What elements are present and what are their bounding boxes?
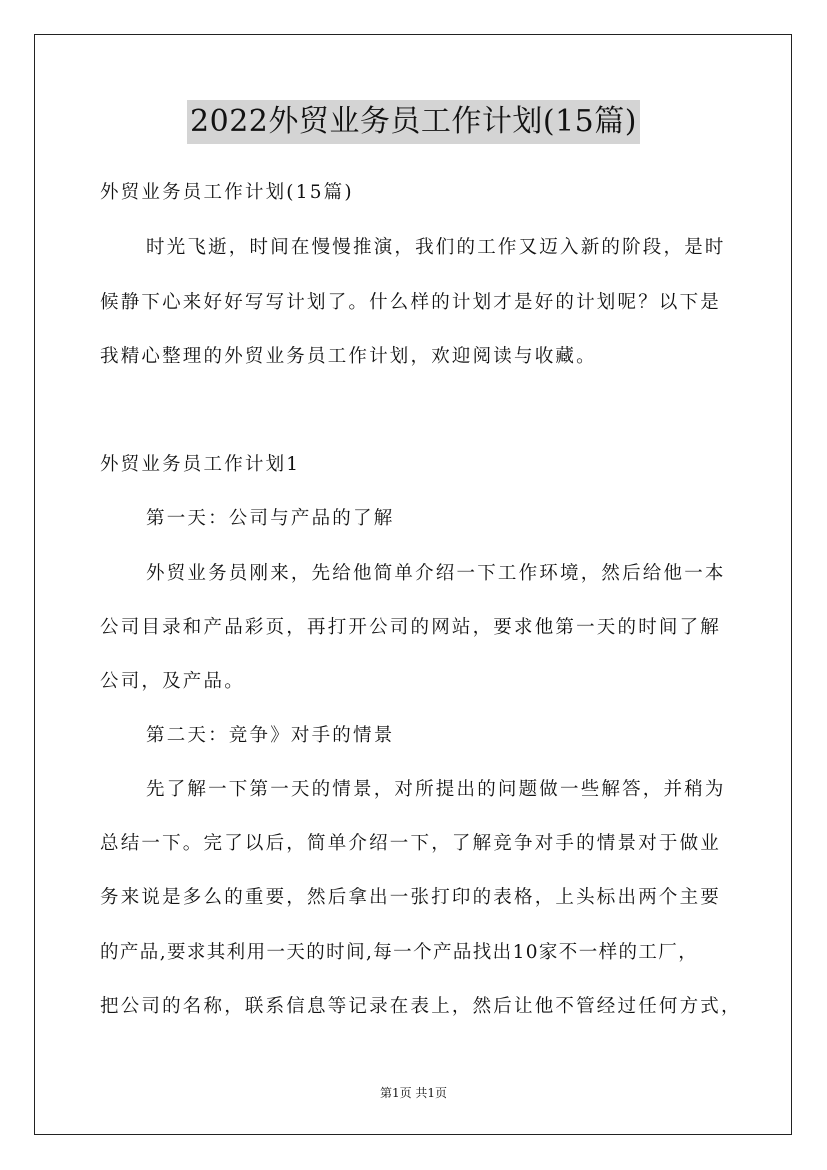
day1-line-2: 公司目录和产品彩页，再打开公司的网站，要求他第一天的时间了解 <box>100 617 722 638</box>
intro-line-2: 候静下心来好好写写计划了。什么样的计划才是好的计划呢？以下是 <box>100 292 722 313</box>
day1-line-1: 外贸业务员刚来，先给他简单介绍一下工作环境，然后给他一本 <box>146 563 726 584</box>
intro-line-3: 我精心整理的外贸业务员工作计划，欢迎阅读与收藏。 <box>100 346 597 367</box>
page-number-footer: 第1页 共1页 <box>379 1086 448 1100</box>
document-subtitle: 外贸业务员工作计划(15篇) <box>100 182 354 203</box>
document-title-text: 2022外贸业务员工作计划(15篇) <box>187 100 640 144</box>
document-title <box>0 100 827 144</box>
day1-heading: 第一天：公司与产品的了解 <box>146 508 395 529</box>
day2-line-5: 把公司的名称，联系信息等记录在表上，然后让他不管经过任何方式， <box>100 996 742 1017</box>
day2-line-2: 总结一下。完了以后，简单介绍一下，了解竞争对手的情景对于做业 <box>100 833 722 854</box>
intro-line-1: 时光飞逝，时间在慢慢推演，我们的工作又迈入新的阶段，是时 <box>146 237 726 258</box>
day2-line-3: 务来说是多么的重要，然后拿出一张打印的表格，上头标出两个主要 <box>100 887 722 908</box>
section-heading: 外贸业务员工作计划1 <box>100 454 301 475</box>
day2-line-4: 的产品,要求其利用一天的时间,每一个产品找出10家不一样的工厂， <box>100 942 699 963</box>
day1-line-3: 公司，及产品。 <box>100 671 245 692</box>
day2-line-1: 先了解一下第一天的情景，对所提出的问题做一些解答，并稍为 <box>146 779 726 800</box>
day2-heading: 第二天：竞争》对手的情景 <box>146 725 395 746</box>
